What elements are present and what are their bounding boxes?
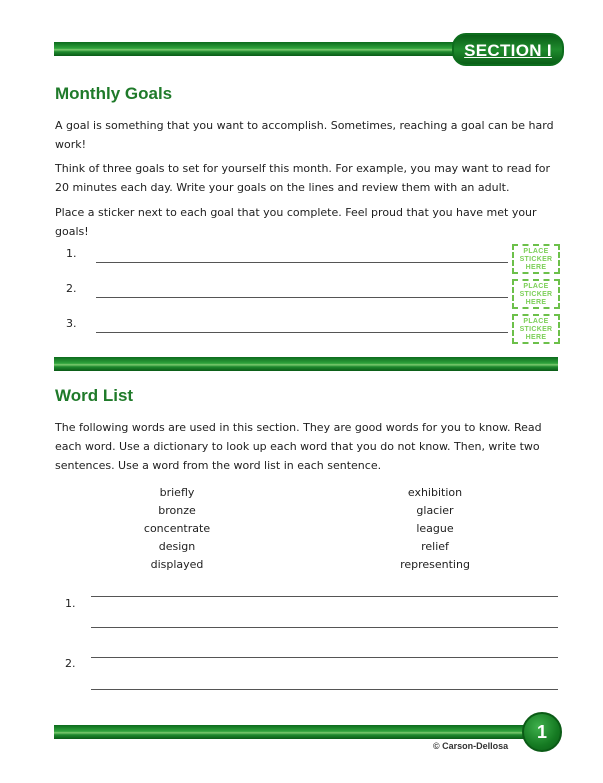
goal-number: 2. bbox=[66, 282, 77, 295]
word-item: glacier bbox=[416, 504, 454, 517]
goal-row-2 bbox=[66, 279, 560, 309]
page-number: 1 bbox=[536, 722, 547, 742]
word-item: league bbox=[416, 522, 454, 535]
word-list-intro: The following words are used in this section. They are good words for you to know. Read each word. Use a dictionary to look up each word that you do not know. Then, write two sentences. Use a word from the word list in each sentence. bbox=[55, 421, 542, 472]
sticker-text: PLACE bbox=[523, 248, 549, 255]
sticker-box bbox=[512, 279, 560, 309]
sticker-text: STICKER bbox=[519, 326, 553, 333]
goals-paragraph-3: Place a sticker next to each goal that you complete. Feel proud that you have met your goals! bbox=[55, 206, 537, 238]
word-item: concentrate bbox=[143, 522, 211, 535]
goal-write-line[interactable] bbox=[96, 332, 508, 333]
sticker-text: STICKER bbox=[519, 291, 553, 298]
copyright-text: © Carson-Dellosa bbox=[433, 741, 509, 751]
goal-row-1 bbox=[66, 244, 560, 274]
word-item: exhibition bbox=[407, 486, 463, 499]
goal-number: 1. bbox=[66, 247, 77, 260]
goal-write-line[interactable] bbox=[96, 297, 508, 298]
word-item: relief bbox=[421, 540, 449, 553]
section-tab bbox=[452, 33, 564, 66]
sentence-write-line[interactable] bbox=[91, 689, 558, 690]
sticker-box bbox=[512, 314, 560, 344]
goals-paragraph-1: A goal is something that you want to accomplish. Sometimes, reaching a goal can be hard work! bbox=[55, 119, 554, 151]
sticker-text: HERE bbox=[525, 299, 547, 306]
sentence-number: 2. bbox=[65, 657, 76, 670]
goal-write-line[interactable] bbox=[96, 262, 508, 263]
goals-paragraph-2: Think of three goals to set for yourself this month. For example, you may want to read for 20 minutes each day. Write your goals on the lines and review them with an adult. bbox=[55, 162, 551, 194]
word-item: design bbox=[158, 540, 196, 553]
page-number-badge bbox=[522, 712, 562, 752]
sticker-text: PLACE bbox=[523, 283, 549, 290]
section-divider bbox=[54, 357, 558, 371]
sentence-number: 1. bbox=[65, 597, 76, 610]
goal-number: 3. bbox=[66, 317, 77, 330]
word-column-left bbox=[112, 484, 242, 574]
footer-rule bbox=[54, 725, 534, 739]
sticker-text: HERE bbox=[525, 264, 547, 271]
sticker-text: PLACE bbox=[523, 318, 549, 325]
sentence-write-line[interactable] bbox=[91, 627, 558, 628]
word-item: bronze bbox=[158, 504, 196, 517]
header-rule bbox=[54, 42, 474, 56]
monthly-goals-heading: Monthly Goals bbox=[55, 84, 173, 103]
word-column-right bbox=[370, 484, 500, 574]
sentence-write-line[interactable] bbox=[91, 596, 558, 597]
sticker-text: HERE bbox=[525, 334, 547, 341]
goal-row-3 bbox=[66, 314, 560, 344]
word-item: representing bbox=[400, 558, 470, 571]
sentence-write-line[interactable] bbox=[91, 657, 558, 658]
word-item: briefly bbox=[159, 486, 195, 499]
word-list-heading: Word List bbox=[55, 386, 134, 405]
word-item: displayed bbox=[150, 558, 204, 571]
sticker-box bbox=[512, 244, 560, 274]
sticker-text: STICKER bbox=[519, 256, 553, 263]
section-label: SECTION I bbox=[464, 41, 552, 60]
